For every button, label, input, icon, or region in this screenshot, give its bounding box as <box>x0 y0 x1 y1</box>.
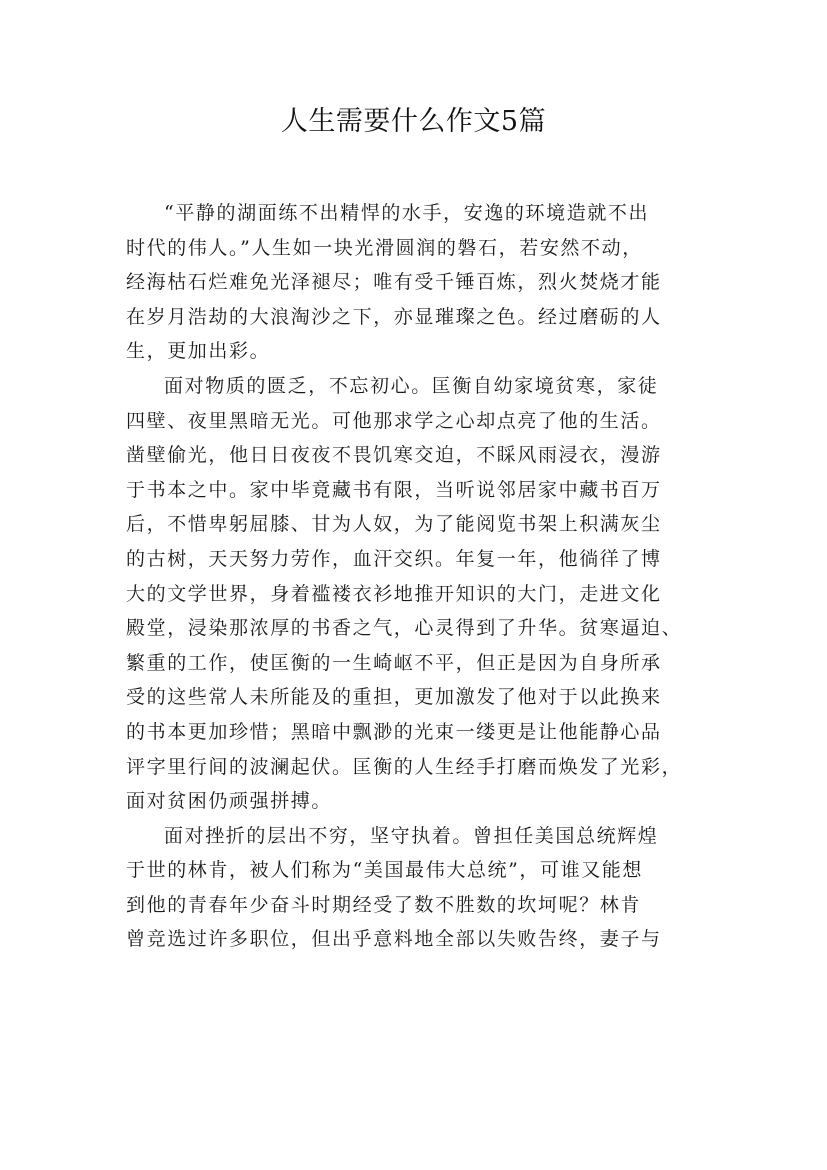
paragraph-2-line: 面对贫困仍顽强拼搏。 <box>126 790 333 813</box>
paragraph-1-line: 时代的伟人。”人生如一块光滑圆润的磐石，若安然不动， <box>126 236 643 259</box>
paragraph-3-line: 面对挫折的层出不穷，坚守执着。曾担任美国总统辉煌 <box>164 824 659 847</box>
document-title: 人生需要什么作文5篇 <box>280 106 547 137</box>
paragraph-2-line: 后，不惜卑躬屈膝、甘为人奴，为了能阅览书架上积满灰尘 <box>126 513 662 536</box>
paragraph-2-line: 繁重的工作，使匡衡的一生崎岖不平，但正是因为自身所承 <box>126 651 662 674</box>
paragraph-1-line: 经海枯石烂难免光泽褪尽；唯有受千锤百炼，烈火焚烧才能 <box>126 271 662 294</box>
paragraph-1-line: 在岁月浩劫的大浪淘沙之下，亦显璀璨之色。经过磨砺的人 <box>126 305 662 328</box>
paragraph-1-line: 生，更加出彩。 <box>126 340 271 363</box>
paragraph-2-line: 四壁、夜里黑暗无光。可他那求学之心却点亮了他的生活。 <box>126 409 662 432</box>
paragraph-3-line: 曾竞选过许多职位，但出乎意料地全部以失败告终，妻子与 <box>126 928 662 951</box>
paragraph-2-line: 凿壁偷光，他日日夜夜不畏饥寒交迫，不睬风雨浸衣，漫游 <box>126 444 662 467</box>
article-body <box>126 196 706 957</box>
paragraph-2-line: 大的文学世界，身着褴褛衣衫地推开知识的大门，走进文化 <box>126 582 662 605</box>
paragraph-2-line: 的书本更加珍惜；黑暗中飘渺的光束一缕更是让他能静心品 <box>126 720 662 743</box>
paragraph-3-line: 于世的林肯，被人们称为“美国最伟大总统”，可谁又能想 <box>126 859 644 882</box>
paragraph-2-line: 面对物质的匮乏，不忘初心。匡衡自幼家境贫寒，家徒 <box>164 374 659 397</box>
paragraph-2-line: 评字里行间的波澜起伏。匡衡的人生经手打磨而焕发了光彩， <box>126 755 683 778</box>
paragraph-3-line: 到他的青春年少奋斗时期经受了数不胜数的坎坷呢？林肯 <box>126 893 642 916</box>
paragraph-1-line: “平静的湖面练不出精悍的水手，安逸的环境造就不出 <box>164 202 650 224</box>
paragraph-2-line: 的古树，天天努力劳作，血汗交织。年复一年，他徜徉了博 <box>126 547 662 570</box>
paragraph-2-line: 受的这些常人未所能及的重担，更加激发了他对于以此换来 <box>126 686 662 709</box>
paragraph-2-line: 于书本之中。家中毕竟藏书有限，当听说邻居家中藏书百万 <box>126 478 662 501</box>
paragraph-2-line: 殿堂，浸染那浓厚的书香之气，心灵得到了升华。贫寒逼迫、 <box>126 617 683 640</box>
